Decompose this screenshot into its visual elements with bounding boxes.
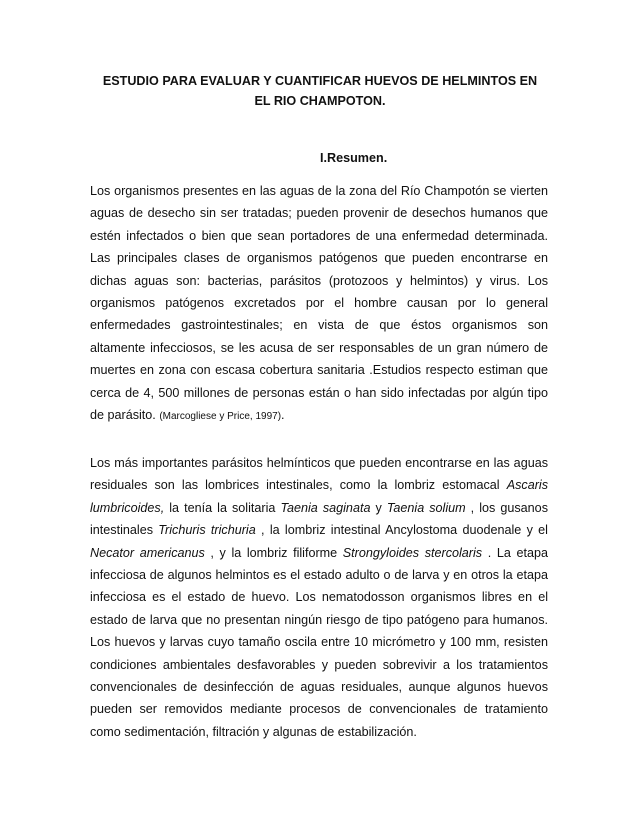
species-trichuris: Trichuris trichuria: [158, 523, 256, 538]
para2-text-4: , los gusanos intestinales: [90, 500, 548, 538]
section-heading: I.Resumen.: [320, 151, 388, 165]
paragraph-helminths: [90, 452, 548, 743]
para2-text-7: . La etapa infecciosa de algunos helmintos es el estado adulto o de larva y en otros la etapa infecciosa es el estado de huevo. Los nematodosson organismos libres en el estado de larva que no presentan ningún riesgo de tipo patógeno para humanos. Los huevos y larvas cuyo tamaño oscila entre 10 micrómetro y 100 mm, resisten condiciones ambientales desfavorables y pueden sobrevivir a los tratamientos convencionales de desinfección de aguas residuales, aunque algunos huevos pueden ser removidos mediante procesos de convencionales de tratamiento como sedimentación, filtración y algunas de estabilización.: [90, 545, 548, 739]
para2-text-2: la tenía la solitaria: [164, 500, 281, 515]
document-title: [90, 71, 550, 111]
species-taenia-solium: Taenia solium: [386, 500, 466, 515]
paragraph-1-end: .: [281, 408, 285, 423]
title-line-1: ESTUDIO PARA EVALUAR Y CUANTIFICAR HUEVOS DE HELMINTOS EN: [102, 74, 538, 88]
species-taenia-saginata: Taenia saginata: [280, 500, 371, 515]
species-strongyloides: Strongyloides stercolaris: [342, 545, 483, 560]
para2-text-5: , la lombriz intestinal Ancylostoma duodenale y el: [255, 523, 548, 538]
species-necator: Necator americanus: [90, 545, 205, 560]
species-ascaris: Ascaris lumbricoides,: [90, 478, 548, 515]
citation: (Marcogliese y Price, 1997): [159, 411, 282, 423]
paragraph-1-text: Los organismos presentes en las aguas de la zona del Río Champotón se vierten aguas de desecho sin ser tratadas; pueden provenir de desechos humanos que estén infectados o bien que sean portadores de una enfermedad determinada. Las principales clases de organismos patógenos que pueden encontrarse en dichas aguas son: bacterias, parásitos (protozoos y helmintos) y virus. Los organismos patógenos excretados por el hombre causan por lo general enfermedades gastrointestinales; en vista de que éstos organismos son altamente infecciosos, se les acusa de ser responsables de un gran número de muertes en zona con escasa cobertura sanitaria .Estudios respecto estiman que cerca de 4, 500 millones de personas están o han sido infectadas por algún tipo de parásito.: [90, 184, 548, 423]
paragraph-summary: [90, 180, 548, 428]
title-line-2: EL RIO CHAMPOTON.: [254, 94, 386, 108]
para2-text-3: y: [370, 500, 387, 515]
para2-text-6: , y la lombriz filiforme: [204, 545, 343, 560]
para2-text-1: Los más importantes parásitos helmínticos que pueden encontrarse en las aguas residuales son las lombrices intestinales, como la lombriz estomacal: [90, 456, 548, 493]
